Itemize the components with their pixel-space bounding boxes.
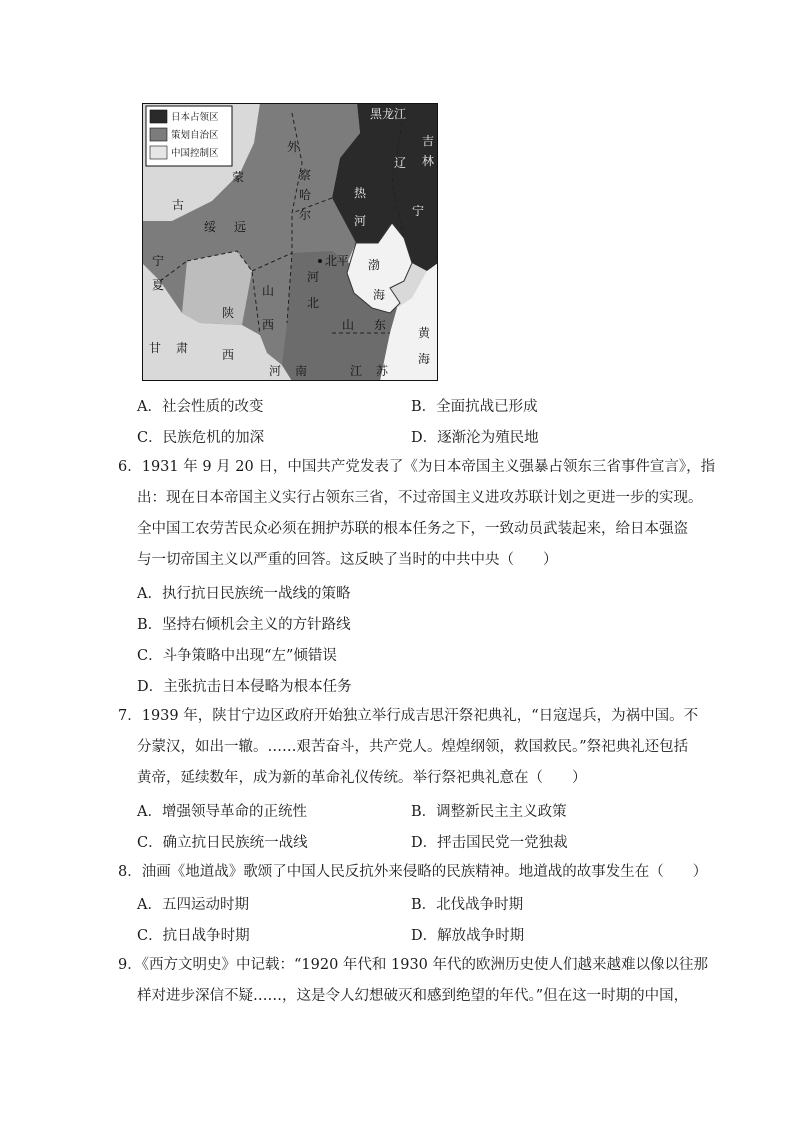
q9-line-1: 9．《西方文明史》中记载：“1920 年代和 1930 年代的欧洲历史使人们越来越难以像以往那: [118, 957, 709, 973]
legend-swatch-autonomous: [150, 128, 167, 141]
question-6-stem: [118, 452, 716, 576]
q7-option-b[interactable]: [411, 800, 567, 821]
option-text: 五四运动时期: [161, 897, 249, 913]
option-text: 调整新民主主义政策: [436, 804, 567, 820]
q7-option-c[interactable]: [137, 831, 308, 852]
label-he-re: 河: [354, 214, 367, 228]
option-text: 逐渐沦为殖民地: [437, 430, 539, 446]
label-shaanxi-1: 陕: [222, 306, 235, 320]
label-shanxi-2: 西: [262, 318, 275, 332]
label-liao: 辽: [394, 156, 407, 170]
q8-option-d[interactable]: [411, 924, 524, 945]
q7-option-a[interactable]: [137, 800, 307, 821]
label-sui: 绥: [204, 220, 217, 234]
q6-line-2: 出：现在日本帝国主义实行占领东三省，不过帝国主义进攻苏联计划之更进一步的实现。: [137, 490, 703, 506]
label-re: 热: [354, 186, 367, 200]
legend-label-autonomous: 策划自治区: [171, 130, 219, 141]
option-letter: A．: [137, 399, 162, 415]
label-shandong-1: 山: [342, 318, 355, 332]
option-letter: C．: [137, 648, 163, 664]
label-meng: 蒙: [232, 170, 245, 184]
label-jiangsu-1: 江: [350, 364, 363, 378]
label-cha-2: 哈: [299, 188, 312, 202]
q6-option-b[interactable]: [137, 613, 351, 634]
option-text: 社会性质的改变: [161, 399, 264, 415]
shaanxi-region: [182, 251, 252, 325]
q7-option-d[interactable]: [411, 831, 568, 852]
option-letter: A．: [137, 586, 162, 602]
q8-option-b[interactable]: [411, 893, 523, 914]
q6-line-1: 6．1931 年 9 月 20 日，中国共产党发表了《为日本帝国主义强暴占领东三省事件宣言》，指: [118, 459, 716, 475]
option-text: 增强领导革命的正统性: [161, 804, 307, 820]
label-cha-1: 察: [299, 168, 312, 182]
option-letter: D．: [411, 835, 438, 851]
label-hebei-1: 河: [307, 270, 320, 284]
label-jilin-2: 林: [422, 154, 435, 168]
q6-option-c[interactable]: [137, 644, 337, 665]
option-text: 确立抗日民族统一战线: [162, 835, 308, 851]
label-huanghai-1: 黄: [418, 326, 431, 340]
q8-option-c[interactable]: [137, 924, 250, 945]
option-text: 主张抗击日本侵略为根本任务: [163, 679, 352, 695]
q8-option-a[interactable]: [137, 893, 249, 914]
q6-option-d[interactable]: [137, 675, 352, 696]
option-letter: A．: [137, 804, 162, 820]
option-letter: C．: [137, 835, 163, 851]
label-ning-ln: 宁: [412, 204, 425, 218]
option-letter: B．: [411, 399, 437, 415]
legend-swatch-china: [150, 146, 167, 159]
q6-line-3: 全中国工农劳苦民众必须在拥护苏联的根本任务之下，一致动员武装起来，给日本强盗: [137, 521, 688, 537]
label-ningxia-2: 夏: [152, 278, 165, 292]
option-letter: D．: [411, 928, 438, 944]
option-letter: C．: [137, 430, 163, 446]
label-wai: 外: [287, 140, 300, 154]
legend-label-china: 中国控制区: [171, 148, 219, 159]
label-jilin-1: 吉: [422, 134, 435, 148]
q7-line-3: 黄帝，延续数年，成为新的革命礼仪传统。举行祭祀典礼意在（ ）: [137, 770, 587, 786]
option-letter: D．: [411, 430, 438, 446]
label-shanxi-1: 山: [262, 284, 275, 298]
label-shaanxi-2: 西: [222, 348, 235, 362]
option-letter: B．: [137, 617, 163, 633]
option-letter: D．: [137, 679, 164, 695]
q5-option-d[interactable]: [411, 426, 539, 447]
label-hebei-2: 北: [307, 296, 320, 310]
q5-option-a[interactable]: [137, 395, 263, 416]
q7-line-2: 分蒙汉，如出一辙。……艰苦奋斗，共产党人。煌煌纲领，救国救民。”祭祀典礼还包括: [137, 739, 689, 755]
label-gu: 古: [172, 198, 185, 212]
label-yuan: 远: [234, 220, 247, 234]
label-cha-3: 尔: [299, 208, 312, 222]
beiping-dot: [318, 259, 322, 263]
map-legend: [146, 106, 232, 166]
map-svg: [142, 103, 438, 381]
q6-line-4: 与一切帝国主义以严重的回答。这反映了当时的中共中央（ ）: [137, 552, 558, 568]
label-ningxia-1: 宁: [152, 254, 165, 268]
option-text: 抗日战争时期: [162, 928, 250, 944]
option-text: 执行抗日民族统一战线的策略: [161, 586, 351, 602]
label-bohai-1: 渤: [368, 258, 381, 272]
q9-line-2: 样对进步深信不疑……，这是令人幻想破灭和感到绝望的年代。”但在这一时期的中国，: [137, 988, 689, 1004]
option-letter: B．: [411, 897, 437, 913]
label-gansu-1: 甘: [149, 341, 162, 355]
label-huanghai-2: 海: [418, 352, 431, 366]
q6-option-a[interactable]: [137, 582, 350, 603]
legend-swatch-occupied: [150, 110, 167, 123]
label-heilongjiang: 黑龙江: [370, 107, 407, 121]
option-text: 全面抗战已形成: [436, 399, 538, 415]
option-letter: C．: [137, 928, 163, 944]
option-letter: A．: [137, 897, 162, 913]
q5-option-b[interactable]: [411, 395, 538, 416]
label-henan-2: 南: [295, 364, 308, 378]
label-gansu-2: 肃: [176, 341, 189, 355]
option-text: 民族危机的加深: [162, 430, 265, 446]
option-text: 解放战争时期: [437, 928, 525, 944]
question-8-stem: [118, 857, 708, 888]
q8-line-1: 8．油画《地道战》歌颂了中国人民反抗外来侵略的民族精神。地道战的故事发生在（ ）: [118, 864, 708, 880]
legend-label-occupied: 日本占领区: [171, 112, 219, 123]
q5-option-c[interactable]: [137, 426, 264, 447]
label-bohai-2: 海: [373, 288, 386, 302]
option-text: 坚持右倾机会主义的方针路线: [162, 617, 351, 633]
historical-map: [142, 103, 438, 381]
question-7-stem: [118, 701, 699, 794]
option-text: 北伐战争时期: [436, 897, 524, 913]
option-text: 斗争策略中出现“左”倾错误: [162, 648, 337, 664]
option-letter: B．: [411, 804, 437, 820]
label-shandong-2: 东: [374, 318, 387, 332]
option-text: 抨击国民党一党独裁: [437, 835, 568, 851]
question-9-stem: [118, 950, 709, 1012]
label-beiping: 北平: [325, 254, 350, 268]
label-henan-1: 河: [269, 364, 282, 378]
label-jiangsu-2: 苏: [376, 364, 389, 378]
q7-line-1: 7．1939 年，陕甘宁边区政府开始独立举行成吉思汗祭祀典礼，“日寇逞兵，为祸中国。不: [118, 708, 699, 724]
